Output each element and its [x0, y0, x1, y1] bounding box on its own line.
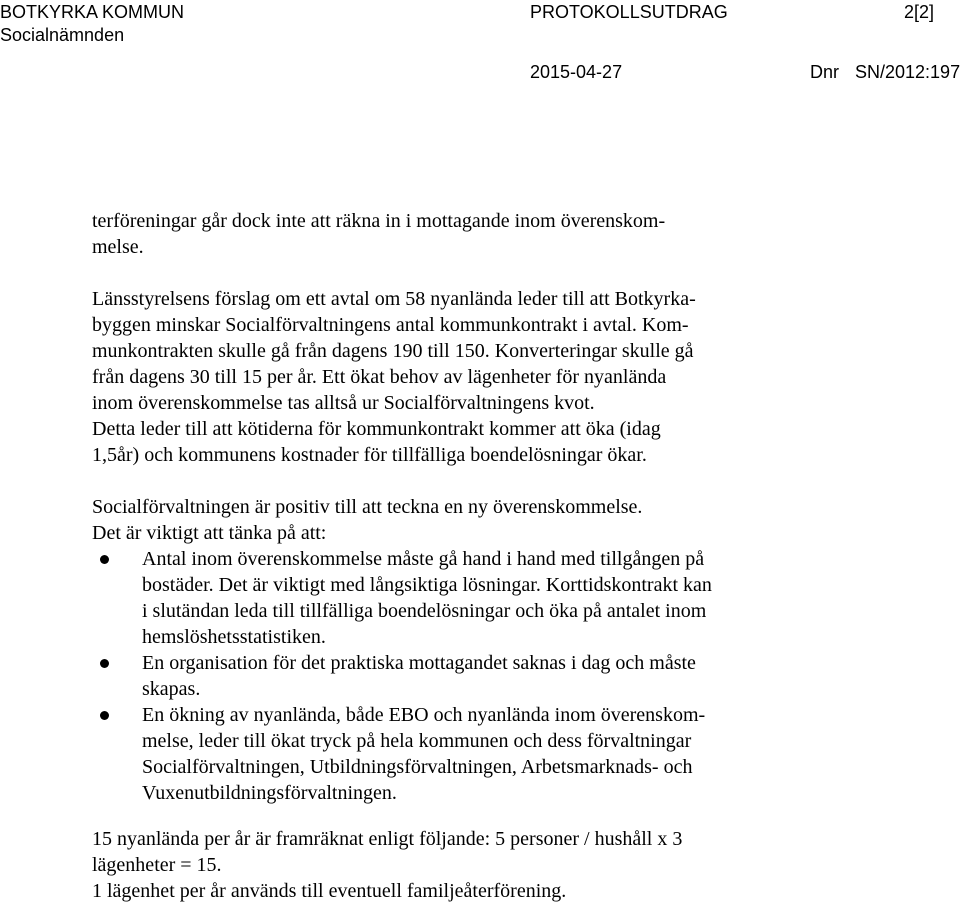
bullet-icon [100, 659, 109, 668]
text-line: hemslöshetsstatistiken. [142, 626, 326, 648]
bullet-icon [100, 555, 109, 564]
department-name: Socialnämnden [0, 25, 125, 45]
text-line: 15 nyanlända per år är framräknat enligt följande: 5 personer / hushåll x 3 [92, 828, 683, 850]
text-line: Länsstyrelsens förslag om ett avtal om 58 nyanlända leder till att Botkyrka- [92, 288, 696, 310]
bullet-item [92, 546, 872, 650]
text-line: byggen minskar Socialförvaltningens antal kommunkontrakt i avtal. Kom- [92, 314, 689, 336]
bullet-item [92, 702, 872, 806]
text-line: melse. [92, 236, 144, 258]
text-line: En ökning av nyanlända, både EBO och nyanlända inom överenskom- [142, 704, 706, 726]
org-name: BOTKYRKA KOMMUN [0, 2, 185, 22]
text-line: skapas. [142, 678, 201, 700]
text-line: från dagens 30 till 15 per år. Ett ökat behov av lägenheter för nyanlända [92, 366, 667, 388]
paragraph-4 [92, 826, 872, 904]
dnr-value: SN/2012:197 [855, 62, 960, 82]
text-line: Vuxenutbildningsförvaltningen. [142, 782, 397, 804]
text-line: lägenheter = 15. [92, 854, 222, 876]
text-line: En organisation för det praktiska mottagandet saknas i dag och måste [142, 652, 696, 674]
text-line: Socialförvaltningen är positiv till att teckna en ny överenskommelse. [92, 496, 643, 518]
bullet-icon [100, 711, 109, 720]
text-line: bostäder. Det är viktigt med långsiktiga lösningar. Korttidskontrakt kan [142, 574, 712, 596]
document-date: 2015-04-27 [530, 62, 623, 82]
paragraph-3 [92, 494, 872, 546]
paragraph-2 [92, 286, 872, 468]
bullet-list [92, 546, 872, 806]
text-line: Det är viktigt att tänka på att: [92, 522, 327, 544]
text-line: i slutändan leda till tillfälliga boendelösningar och öka på antalet inom [142, 600, 707, 622]
paragraph-1 [92, 208, 872, 260]
text-line: Socialförvaltningen, Utbildningsförvaltningen, Arbetsmarknads- och [142, 756, 693, 778]
text-line: Antal inom överenskommelse måste gå hand i hand med tillgången på [142, 548, 705, 570]
page-number: 2[2] [904, 2, 935, 22]
text-line: munkontrakten skulle gå från dagens 190 till 150. Konverteringar skulle gå [92, 340, 694, 362]
dnr-label: Dnr [810, 62, 840, 82]
text-line: terföreningar går dock inte att räkna in i mottagande inom överenskom- [92, 210, 666, 232]
text-line: 1 lägenhet per år används till eventuell familjeåterförening. [92, 880, 567, 902]
bullet-item [92, 650, 872, 702]
document-type: PROTOKOLLSUTDRAG [530, 2, 728, 22]
text-line: melse, leder till ökat tryck på hela kommunen och dess förvaltningar [142, 730, 692, 752]
text-line: Detta leder till att kötiderna för kommunkontrakt kommer att öka (idag [92, 418, 661, 440]
text-line: inom överenskommelse tas alltså ur Socialförvaltningens kvot. [92, 392, 595, 414]
text-line: 1,5år) och kommunens kostnader för tillfälliga boendelösningar ökar. [92, 444, 647, 466]
